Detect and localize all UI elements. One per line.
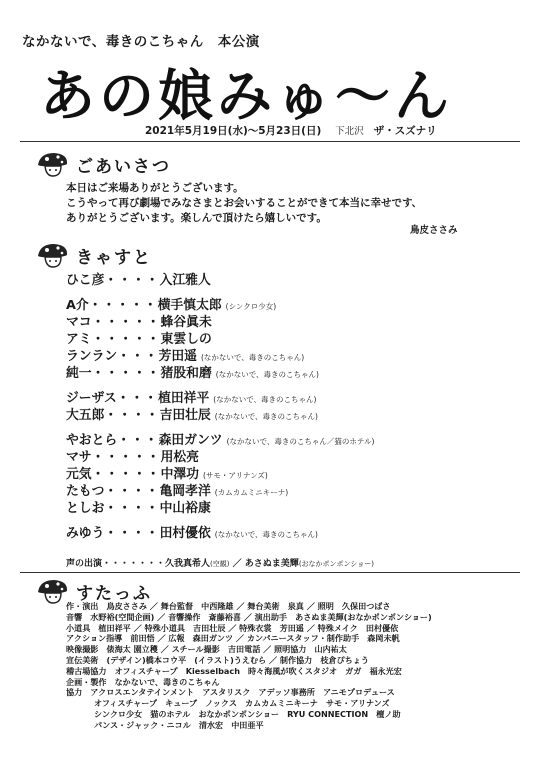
cast-role: みゆう (66, 526, 105, 541)
cast-name: 用松亮 (160, 450, 199, 465)
cast-spacer (66, 382, 374, 390)
voice-affiliation: (空観) (210, 560, 230, 568)
cast-name: 横手慎太郎 (157, 298, 222, 313)
mushroom-icon (34, 578, 70, 604)
cast-role: 大五郎 (66, 408, 105, 423)
staff-line: 宣伝美術 (デザイン)橋本コウ平 (イラスト)うえむら ／ 制作協力 枝倉ぴちょう (66, 654, 369, 665)
staff-title: すたっふ (76, 583, 152, 604)
cast-dots: ・・・・・ (88, 298, 158, 313)
cast-name: 蜂谷眞未 (160, 315, 212, 330)
cast-list (66, 272, 374, 542)
cast-role: たもつ (66, 484, 105, 499)
cast-dots: ・・・ (116, 391, 159, 406)
cast-name: 亀岡孝洋 (159, 484, 211, 499)
voice-prefix: 声の出演・・・・・・・ (66, 559, 166, 569)
cast-affiliation: (なかないで、毒きのこちゃん) (214, 412, 318, 421)
cast-row (66, 365, 374, 382)
cast-affiliation: (カムカムミニキーナ) (214, 488, 289, 497)
voice-actor: 久我真希人 (165, 559, 211, 569)
staff-line: シンクロ少女 猫のホテル おなかポンポンショー RYU CONNECTION 檀ノ助 (94, 708, 401, 719)
staff-line: 映像撮影 俵海太 園立穫 ／ スチール撮影 吉田電話 ／ 照明協力 山内祐太 (66, 644, 347, 655)
cast-spacer (66, 424, 374, 432)
cast-spacer (66, 517, 374, 525)
cast-role: ランラン (66, 349, 118, 364)
cast-name: 植田祥平 (158, 391, 210, 406)
cast-dots: ・・・・・ (91, 467, 161, 482)
cast-role: やおとら (66, 433, 118, 448)
performance-dates (145, 123, 437, 138)
voice-cast (66, 556, 374, 569)
cast-role: ジーザス (66, 391, 117, 406)
staff-line: パンス・ジャック・ニコル 清水宏 中田亜平 (94, 719, 264, 730)
theater-name: ザ・スズナリ (373, 125, 437, 137)
cast-row (66, 525, 374, 542)
cast-dots: ・・・・ (104, 501, 160, 516)
cast-row (66, 500, 374, 517)
cast-row (66, 483, 374, 500)
cast-row (66, 449, 374, 466)
date-range: 2021年5月19日(水)〜5月23日(日) (145, 125, 322, 137)
cast-row (66, 314, 374, 331)
greeting-line: 本日はご来場ありがとうございます。 (66, 182, 244, 194)
staff-line: 小道具 植田祥平 ／ 特殊小道具 吉田壮辰 ／ 特殊衣裳 芳田遥 ／ 特殊メイク 田村優依 (66, 622, 399, 633)
greeting-title: ごあいさつ (76, 156, 171, 177)
cast-affiliation: (なかないで、毒きのこちゃん) (215, 370, 319, 379)
divider (20, 572, 520, 573)
cast-row (66, 407, 374, 424)
cast-name: 吉田壮辰 (159, 408, 211, 423)
staff-line: 協力 アクロスエンタテインメント アスタリスク アデッソ事務所 アニモプロデュース (66, 687, 395, 698)
cast-role: としお (66, 501, 105, 516)
greeting-header (34, 151, 171, 177)
cast-name: 東雲しの (160, 332, 212, 347)
cast-row (66, 272, 374, 289)
staff-line: 作・演出 鳥皮ささみ ／ 舞台監督 中西隆雄 ／ 舞台美術 泉真 ／ 照明 久保田つばさ (66, 601, 391, 611)
mushroom-icon (34, 151, 70, 177)
cast-role: A介 (66, 298, 89, 313)
voice-affiliation: (おなかポンポンショー) (298, 560, 374, 568)
greeting-line: ありがとうございます。楽しんで頂けたら嬉しいです。 (66, 212, 327, 224)
cast-dots: ・・・・・ (91, 332, 161, 347)
cast-row (66, 466, 374, 483)
venue-area: 下北沢 (335, 126, 364, 137)
cast-row (66, 390, 374, 407)
cast-dots: ・・・・ (104, 408, 160, 423)
cast-name: 田村優依 (159, 526, 211, 541)
voice-actor: あさぬま美輝 (244, 559, 299, 569)
cast-affiliation: (なかないで、毒きのこちゃん) (213, 395, 317, 404)
cast-spacer (66, 289, 374, 297)
show-subtitle: なかないで、毒きのこちゃん 本公演 (22, 34, 260, 50)
cast-role: マコ (66, 315, 92, 330)
cast-affiliation: (なかないで、毒きのこちゃん) (200, 353, 305, 362)
staff-line: 音響 水野裕(空間企画) ／ 音響操作 斎藤裕喜 ／ 演出助手 あさぬま美輝(おなかポンポンショー) (66, 611, 432, 622)
mushroom-icon (34, 242, 70, 268)
cast-dots: ・・・・ (104, 273, 160, 288)
show-title: あの娘みゅ〜ん (40, 64, 454, 128)
cast-dots: ・・・ (117, 433, 159, 448)
cast-row (66, 297, 374, 314)
cast-row (66, 348, 374, 365)
cast-name: 森田ガンツ (158, 433, 223, 448)
cast-name: 入江雅人 (159, 273, 211, 288)
staff-line: 企画・製作 なかないで、毒きのこちゃん (66, 676, 220, 687)
cast-name: 芳田遥 (158, 349, 197, 364)
cast-header (34, 242, 152, 268)
cast-affiliation: (なかないで、毒きのこちゃん) (214, 530, 318, 539)
cast-affiliation: (サモ・アリナンズ) (202, 471, 268, 480)
cast-affiliation: (なかないで、毒きのこちゃん／猫のホテル) (226, 437, 375, 446)
cast-role: 純一 (66, 366, 92, 381)
staff-line: 稽古場協力 オフィスチャープ Kiesselbach 時々海風が吹くスタジオ ガガ 福永光宏 (66, 665, 402, 676)
cast-title: きゃすと (76, 247, 152, 268)
staff-list (66, 601, 432, 731)
cast-dots: ・・・・ (104, 526, 160, 541)
divider (20, 141, 520, 142)
cast-role: マサ (66, 450, 92, 465)
cast-name: 中山裕康 (159, 501, 211, 516)
cast-role: ひこ彦 (66, 273, 105, 288)
voice-separator: ／ (232, 559, 242, 569)
cast-name: 中澤功 (160, 467, 199, 482)
cast-row (66, 432, 374, 449)
greeting-signature: 鳥皮ささみ (410, 225, 458, 236)
staff-line: オフィスチャープ キューブ ノックス カムカムミニキーナ サモ・アリナンズ (94, 698, 390, 709)
cast-dots: ・・・・・ (91, 366, 161, 381)
cast-dots: ・・・・・ (91, 315, 161, 330)
cast-row (66, 331, 374, 348)
cast-role: アミ (66, 332, 92, 347)
cast-affiliation: (シンクロ少女) (225, 302, 277, 311)
greeting-line: こうやって再び劇場でみなさまとお会いすることができて本当に幸せです、 (66, 197, 423, 209)
cast-dots: ・・・・・ (91, 450, 161, 465)
staff-line: アクション指導 前田悟 ／ 広報 森田ガンツ ／ カンパニースタッフ・制作助手 森岡未帆 (66, 633, 400, 644)
cast-name: 猪股和磨 (160, 366, 212, 381)
cast-dots: ・・・ (117, 349, 159, 364)
cast-dots: ・・・・ (104, 484, 160, 499)
cast-role: 元気 (66, 467, 92, 482)
